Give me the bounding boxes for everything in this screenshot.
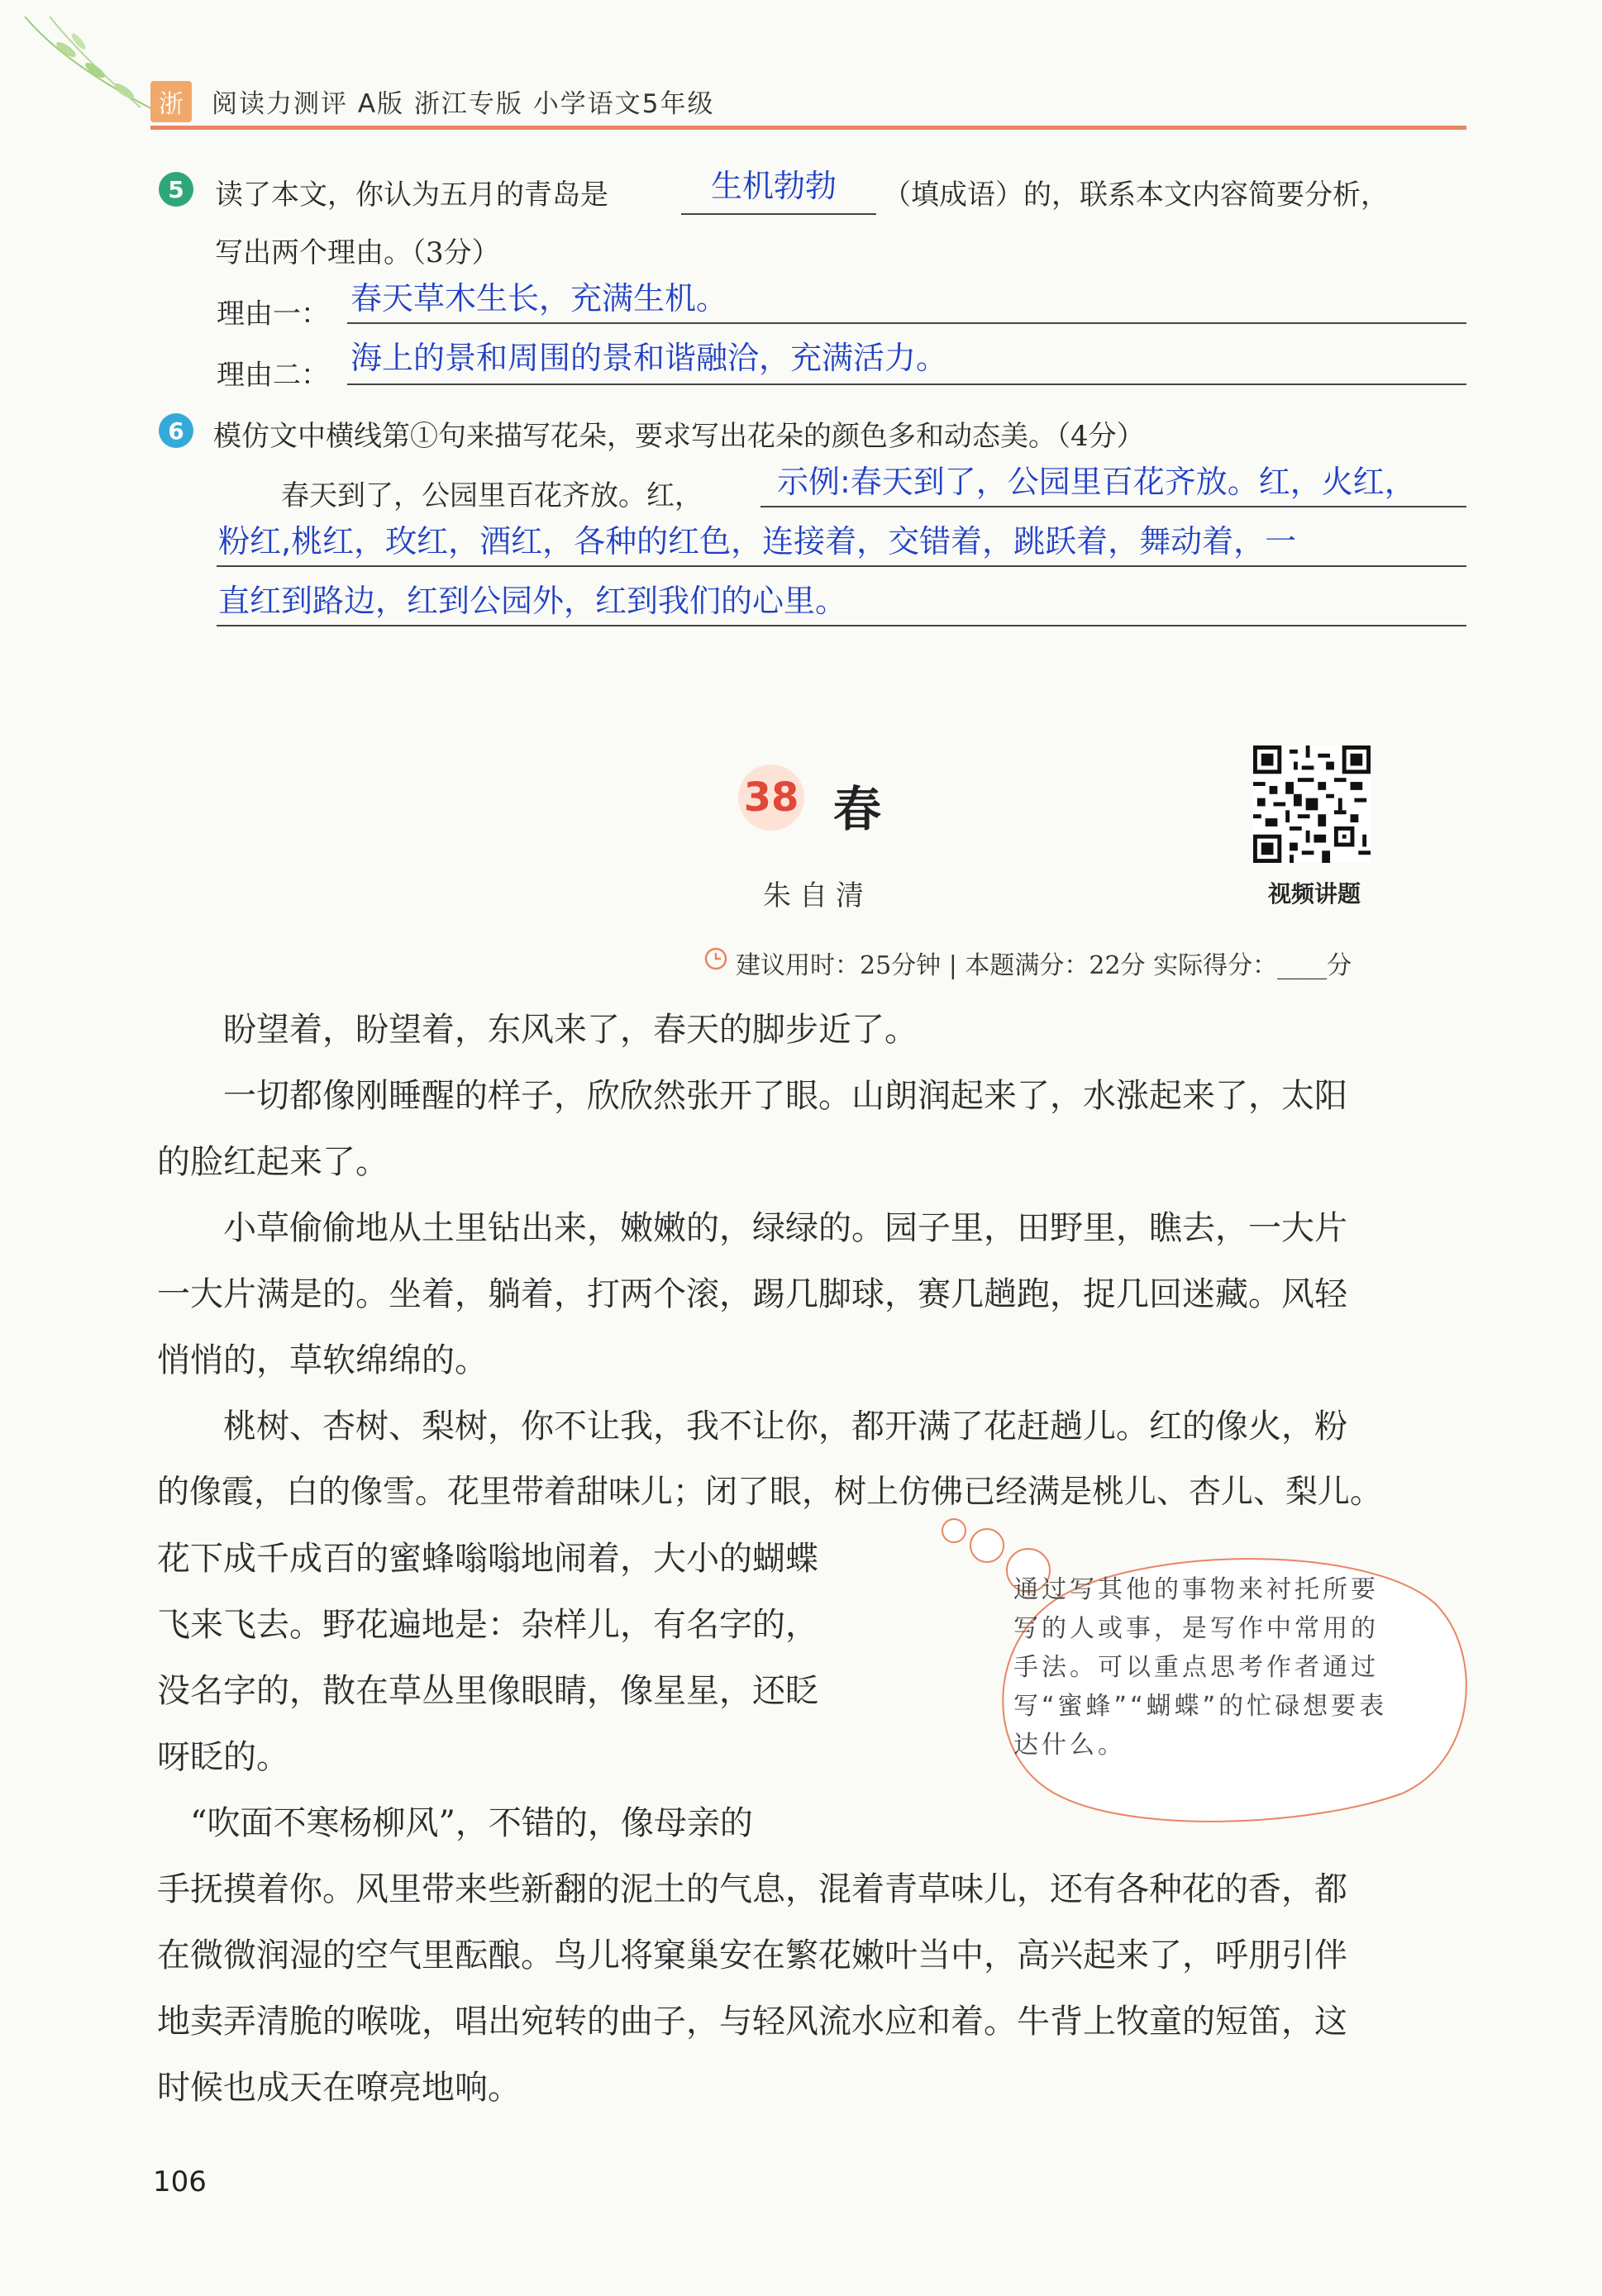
paragraph-4-line-6: 呀眨的。 [157,1738,289,1776]
paragraph-4-line-3: 花下成千成百的蜜蜂嗡嗡地闹着，大小的蝴蝶 [157,1540,818,1578]
header-rule [150,126,1466,130]
question-6-answer-line-2: 粉红,桃红，玫红，酒红，各种的红色，连接着，交错着，跳跃着，舞动着，一 [218,523,1297,560]
answer-line-2-rule [217,565,1466,567]
question-5-line2: 写出两个理由。（3分） [215,236,500,269]
paragraph-5-line-3: 在微微润湿的空气里酝酿。鸟儿将窠巢安在繁花嫩叶当中，高兴起来了，呼朋引伴 [157,1936,1347,1974]
paragraph-3-line-2: 一大片满是的。坐着，躺着，打两个滚，踢几脚球，赛几趟跑，捉几回迷藏。风轻 [157,1275,1347,1313]
paragraph-2-line-1: 一切都像刚睡醒的样子，欣欣然张开了眼。山朗润起来了，水涨起来了，太阳 [223,1077,1347,1115]
reason-2-line [347,383,1466,385]
timer-info: 建议用时：25分钟 | 本题满分：22分 实际得分：____分 [736,951,1352,980]
paragraph-5-line-5: 时候也成天在嘹亮地响。 [157,2069,521,2107]
lesson-author: 朱自清 [763,879,872,912]
lesson-number: 38 [738,765,804,831]
reason-2-label: 理由二： [217,359,329,392]
reason-2-answer: 海上的景和周围的景和谐融洽，充满活力。 [350,340,948,376]
paragraph-2-line-2: 的脸红起来了。 [157,1143,389,1181]
clock-icon [703,946,728,971]
reason-1-answer: 春天草木生长，充满生机。 [350,280,728,317]
paragraph-5-line-4: 地卖弄清脆的喉咙，唱出宛转的曲子，与轻风流水应和着。牛背上牧童的短笛，这 [157,2003,1347,2041]
qr-code[interactable] [1253,745,1371,863]
answer-line-1-rule [760,506,1466,507]
qr-label: 视频讲题 [1267,880,1361,907]
bubble-hint: 通过写其他的事物来衬托所要写的人或事，是写作中常用的手法。可以重点思考作者通过写“蜜蜂”“蝴蝶”的忙碌想要表达什么。 [1013,1575,1388,1760]
province-badge: 浙 [150,81,192,122]
answer-line-3-rule [217,625,1466,626]
reason-1-line [347,322,1466,324]
question-5-number: 5 [159,172,193,207]
paragraph-3-line-1: 小草偷偷地从土里钻出来，嫩嫩的，绿绿的。园子里，田野里，瞧去，一大片 [223,1209,1347,1247]
paragraph-1: 盼望着，盼望着，东风来了，春天的脚步近了。 [223,1011,918,1049]
page-number: 106 [153,2165,207,2198]
question-5-text-after: （填成语）的，联系本文内容简要分析， [883,179,1389,212]
paragraph-5-line-1: “吹面不寒杨柳风”，不错的，像母亲的 [190,1804,753,1842]
paragraph-4-line-5: 没名字的，散在草丛里像眼睛，像星星，还眨 [157,1672,818,1710]
paragraph-4-line-2: 的像霞，白的像雪。花里带着甜味儿；闭了眼，树上仿佛已经满是桃儿、杏儿、梨儿。 [157,1474,1383,1511]
reason-1-label: 理由一： [217,298,329,331]
paragraph-4-line-1: 桃树、杏树、梨树，你不让我，我不让你，都开满了花赶趟儿。红的像火，粉 [223,1408,1347,1446]
question-5-text-before: 读了本文，你认为五月的青岛是 [215,179,608,212]
lesson-title: 春 [833,781,882,837]
question-6-starter: 春天到了，公园里百花齐放。红， [281,479,703,512]
question-6-answer-line-3: 直红到路边，红到公园外，红到我们的心里。 [218,583,847,619]
header-title: 阅读力测评 A版 浙江专版 小学语文5年级 [212,89,715,119]
paragraph-5-line-2: 手抚摸着你。风里带来些新翻的泥土的气息，混着青草味儿，还有各种花的香，都 [157,1870,1347,1908]
question-6-number: 6 [159,413,193,448]
question-6-answer-line-1: 示例:春天到了，公园里百花齐放。红，火红， [777,464,1416,500]
question-6-prompt: 模仿文中横线第①句来描写花朵，要求写出花朵的颜色多和动态美。（4分） [213,420,1145,453]
idiom-blank-line [681,213,876,215]
paragraph-3-line-3: 悄悄的，草软绵绵的。 [157,1341,488,1379]
paragraph-4-line-4: 飞来飞去。野花遍地是：杂样儿，有名字的， [157,1606,818,1644]
idiom-answer: 生机勃勃 [711,168,837,204]
